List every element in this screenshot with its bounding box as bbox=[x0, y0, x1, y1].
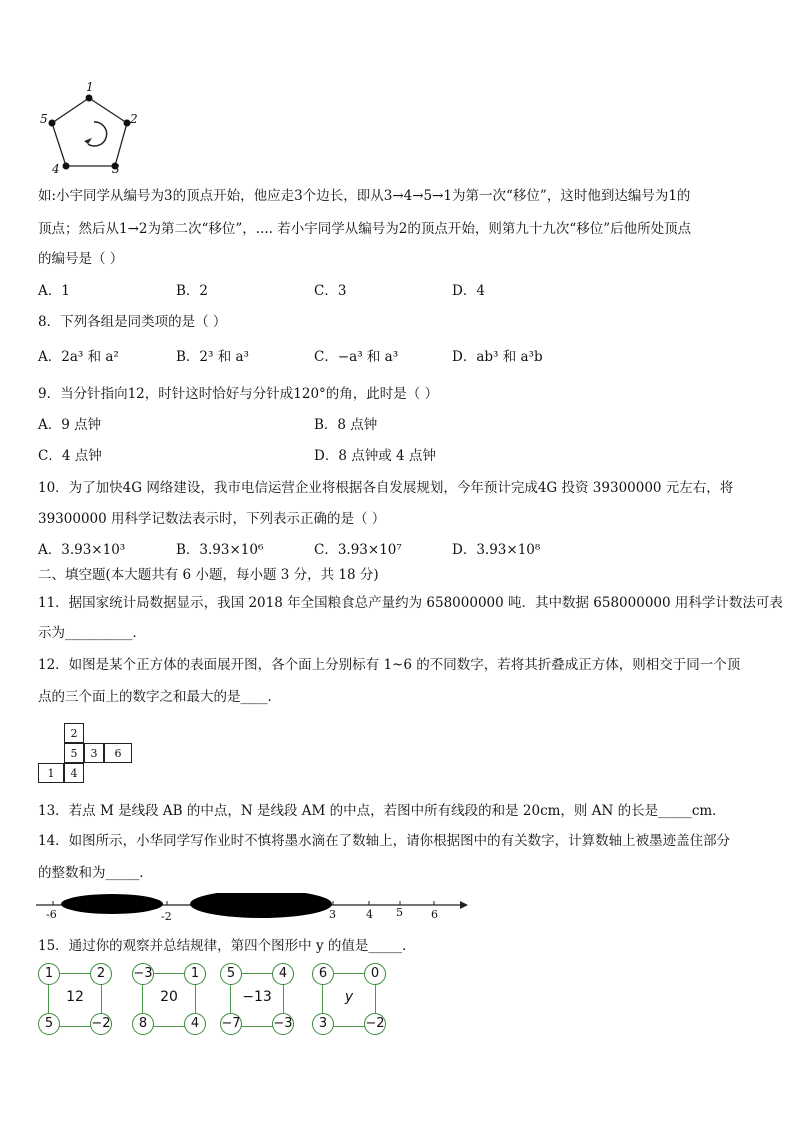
card2-center: 20 bbox=[160, 989, 178, 1005]
card1-top-left: 1 bbox=[38, 963, 60, 985]
card2-bottom-left: 8 bbox=[132, 1013, 154, 1035]
q12-line-1: 12．如图是某个正方体的表面展开图，各个面上分别标有 1~6 的不同数字，若将其折叠成正方体，则相交于同一个顶 bbox=[38, 657, 741, 673]
pattern-card-1 bbox=[36, 961, 114, 1039]
section-2-heading: 二、填空题(本大题共有 6 小题，每小题 3 分，共 18 分) bbox=[38, 567, 379, 583]
card1-bottom-right: −2 bbox=[90, 1013, 112, 1035]
card4-center: y bbox=[344, 989, 354, 1005]
q9-option-b: B．8 点钟 bbox=[314, 417, 378, 433]
axis-label-6: 6 bbox=[431, 908, 438, 921]
net-face-2: 2 bbox=[64, 723, 84, 743]
card4-top-left: 6 bbox=[312, 963, 334, 985]
number-line bbox=[36, 893, 470, 919]
q10-option-a: A．3.93×10³ bbox=[38, 542, 126, 558]
net-face-1: 1 bbox=[38, 763, 64, 783]
q8-option-a: A．2a³ 和 a² bbox=[38, 349, 119, 365]
card2-top-left: −3 bbox=[132, 963, 154, 985]
card3-bottom-left: −7 bbox=[220, 1013, 242, 1035]
q7-option-c: C．3 bbox=[314, 283, 347, 299]
q9-option-c: C．4 点钟 bbox=[38, 448, 102, 464]
pattern-card-4 bbox=[310, 961, 388, 1039]
net-face-4: 4 bbox=[64, 763, 84, 783]
card4-bottom-left: 3 bbox=[312, 1013, 334, 1035]
net-face-3: 3 bbox=[84, 743, 104, 763]
q7-line-1: 如:小宇同学从编号为3的顶点开始，他应走3个边长，即从3→4→5→1为第一次“移位”，这时他到达编号为1的 bbox=[38, 188, 691, 204]
pattern-card-3 bbox=[218, 961, 296, 1039]
card3-top-left: 5 bbox=[220, 963, 242, 985]
q7-option-d: D．4 bbox=[452, 283, 485, 299]
q13-stem: 13．若点 M 是线段 AB 的中点，N 是线段 AM 的中点，若图中所有线段的和是 20cm，则 AN 的长是_____cm． bbox=[38, 803, 726, 819]
pentagon-label-3: 3 bbox=[112, 162, 120, 176]
q7-line-2: 顶点；然后从1→2为第二次“移位”，.... 若小宇同学从编号为2的顶点开始，则第九十九次“移位”后他所处顶点 bbox=[38, 221, 692, 237]
card1-bottom-left: 5 bbox=[38, 1013, 60, 1035]
q7-option-b: B．2 bbox=[176, 283, 209, 299]
q9-stem: 9．当分针指向12，时针这时恰好与分针成120°的角，此时是（ ） bbox=[38, 386, 439, 402]
card1-center: 12 bbox=[66, 989, 84, 1005]
axis-label-5: 5 bbox=[396, 906, 403, 919]
card4-top-right: 0 bbox=[364, 963, 386, 985]
ink-blot-right bbox=[190, 893, 332, 918]
q12-line-2: 点的三个面上的数字之和最大的是____． bbox=[38, 689, 281, 705]
q15-stem: 15．通过你的观察并总结规律，第四个图形中 y 的值是_____． bbox=[38, 938, 416, 954]
q10-option-c: C．3.93×10⁷ bbox=[314, 542, 402, 558]
axis-label-neg2: -2 bbox=[161, 910, 172, 923]
card2-top-right: 1 bbox=[184, 963, 206, 985]
card4-bottom-right: −2 bbox=[364, 1013, 386, 1035]
card2-bottom-right: 4 bbox=[184, 1013, 206, 1035]
q10-line-2: 39300000 用科学记数法表示时，下列表示正确的是（ ） bbox=[38, 511, 386, 527]
q7-line-3: 的编号是（ ） bbox=[38, 251, 124, 267]
q8-stem: 8．下列各组是同类项的是（ ） bbox=[38, 314, 227, 330]
card3-top-right: 4 bbox=[272, 963, 294, 985]
card1-top-right: 2 bbox=[90, 963, 112, 985]
pattern-card-2 bbox=[130, 961, 208, 1039]
q9-option-a: A．9 点钟 bbox=[38, 417, 102, 433]
pentagon-label-4: 4 bbox=[52, 162, 60, 176]
q9-option-d: D．8 点钟或 4 点钟 bbox=[314, 448, 436, 464]
q11-line-1: 11．据国家统计局数据显示，我国 2018 年全国粮食总产量约为 658000000 吨．其中数据 658000000 用科学计数法可表 bbox=[38, 595, 783, 611]
axis-label-neg6: -6 bbox=[46, 908, 57, 921]
card3-center: −13 bbox=[242, 989, 272, 1005]
q14-line-1: 14．如图所示，小华同学写作业时不慎将墨水滴在了数轴上，请你根据图中的有关数字，计算数轴上被墨迹盖住部分 bbox=[38, 833, 731, 849]
q7-option-a: A．1 bbox=[38, 283, 70, 299]
q8-option-d: D．ab³ 和 a³b bbox=[452, 349, 543, 365]
net-face-5: 5 bbox=[64, 743, 84, 763]
pentagon-label-2: 2 bbox=[130, 112, 138, 126]
pentagon-label-5: 5 bbox=[40, 112, 48, 126]
card3-bottom-right: −3 bbox=[272, 1013, 294, 1035]
axis-label-3: 3 bbox=[329, 908, 336, 921]
pentagon-label-1: 1 bbox=[86, 80, 94, 94]
q11-line-2: 示为__________． bbox=[38, 625, 146, 641]
q10-line-1: 10．为了加快4G 网络建设，我市电信运营企业将根据各自发展规划，今年预计完成4G 投资 39300000 元左右，将 bbox=[38, 480, 734, 496]
q10-option-d: D．3.93×10⁸ bbox=[452, 542, 541, 558]
q8-option-c: C．−a³ 和 a³ bbox=[314, 349, 399, 365]
q14-line-2: 的整数和为_____． bbox=[38, 865, 153, 881]
ink-blot-left bbox=[61, 894, 163, 914]
q8-option-b: B．2³ 和 a³ bbox=[176, 349, 249, 365]
net-face-6: 6 bbox=[104, 743, 132, 763]
axis-label-4: 4 bbox=[366, 908, 373, 921]
q10-option-b: B．3.93×10⁶ bbox=[176, 542, 264, 558]
